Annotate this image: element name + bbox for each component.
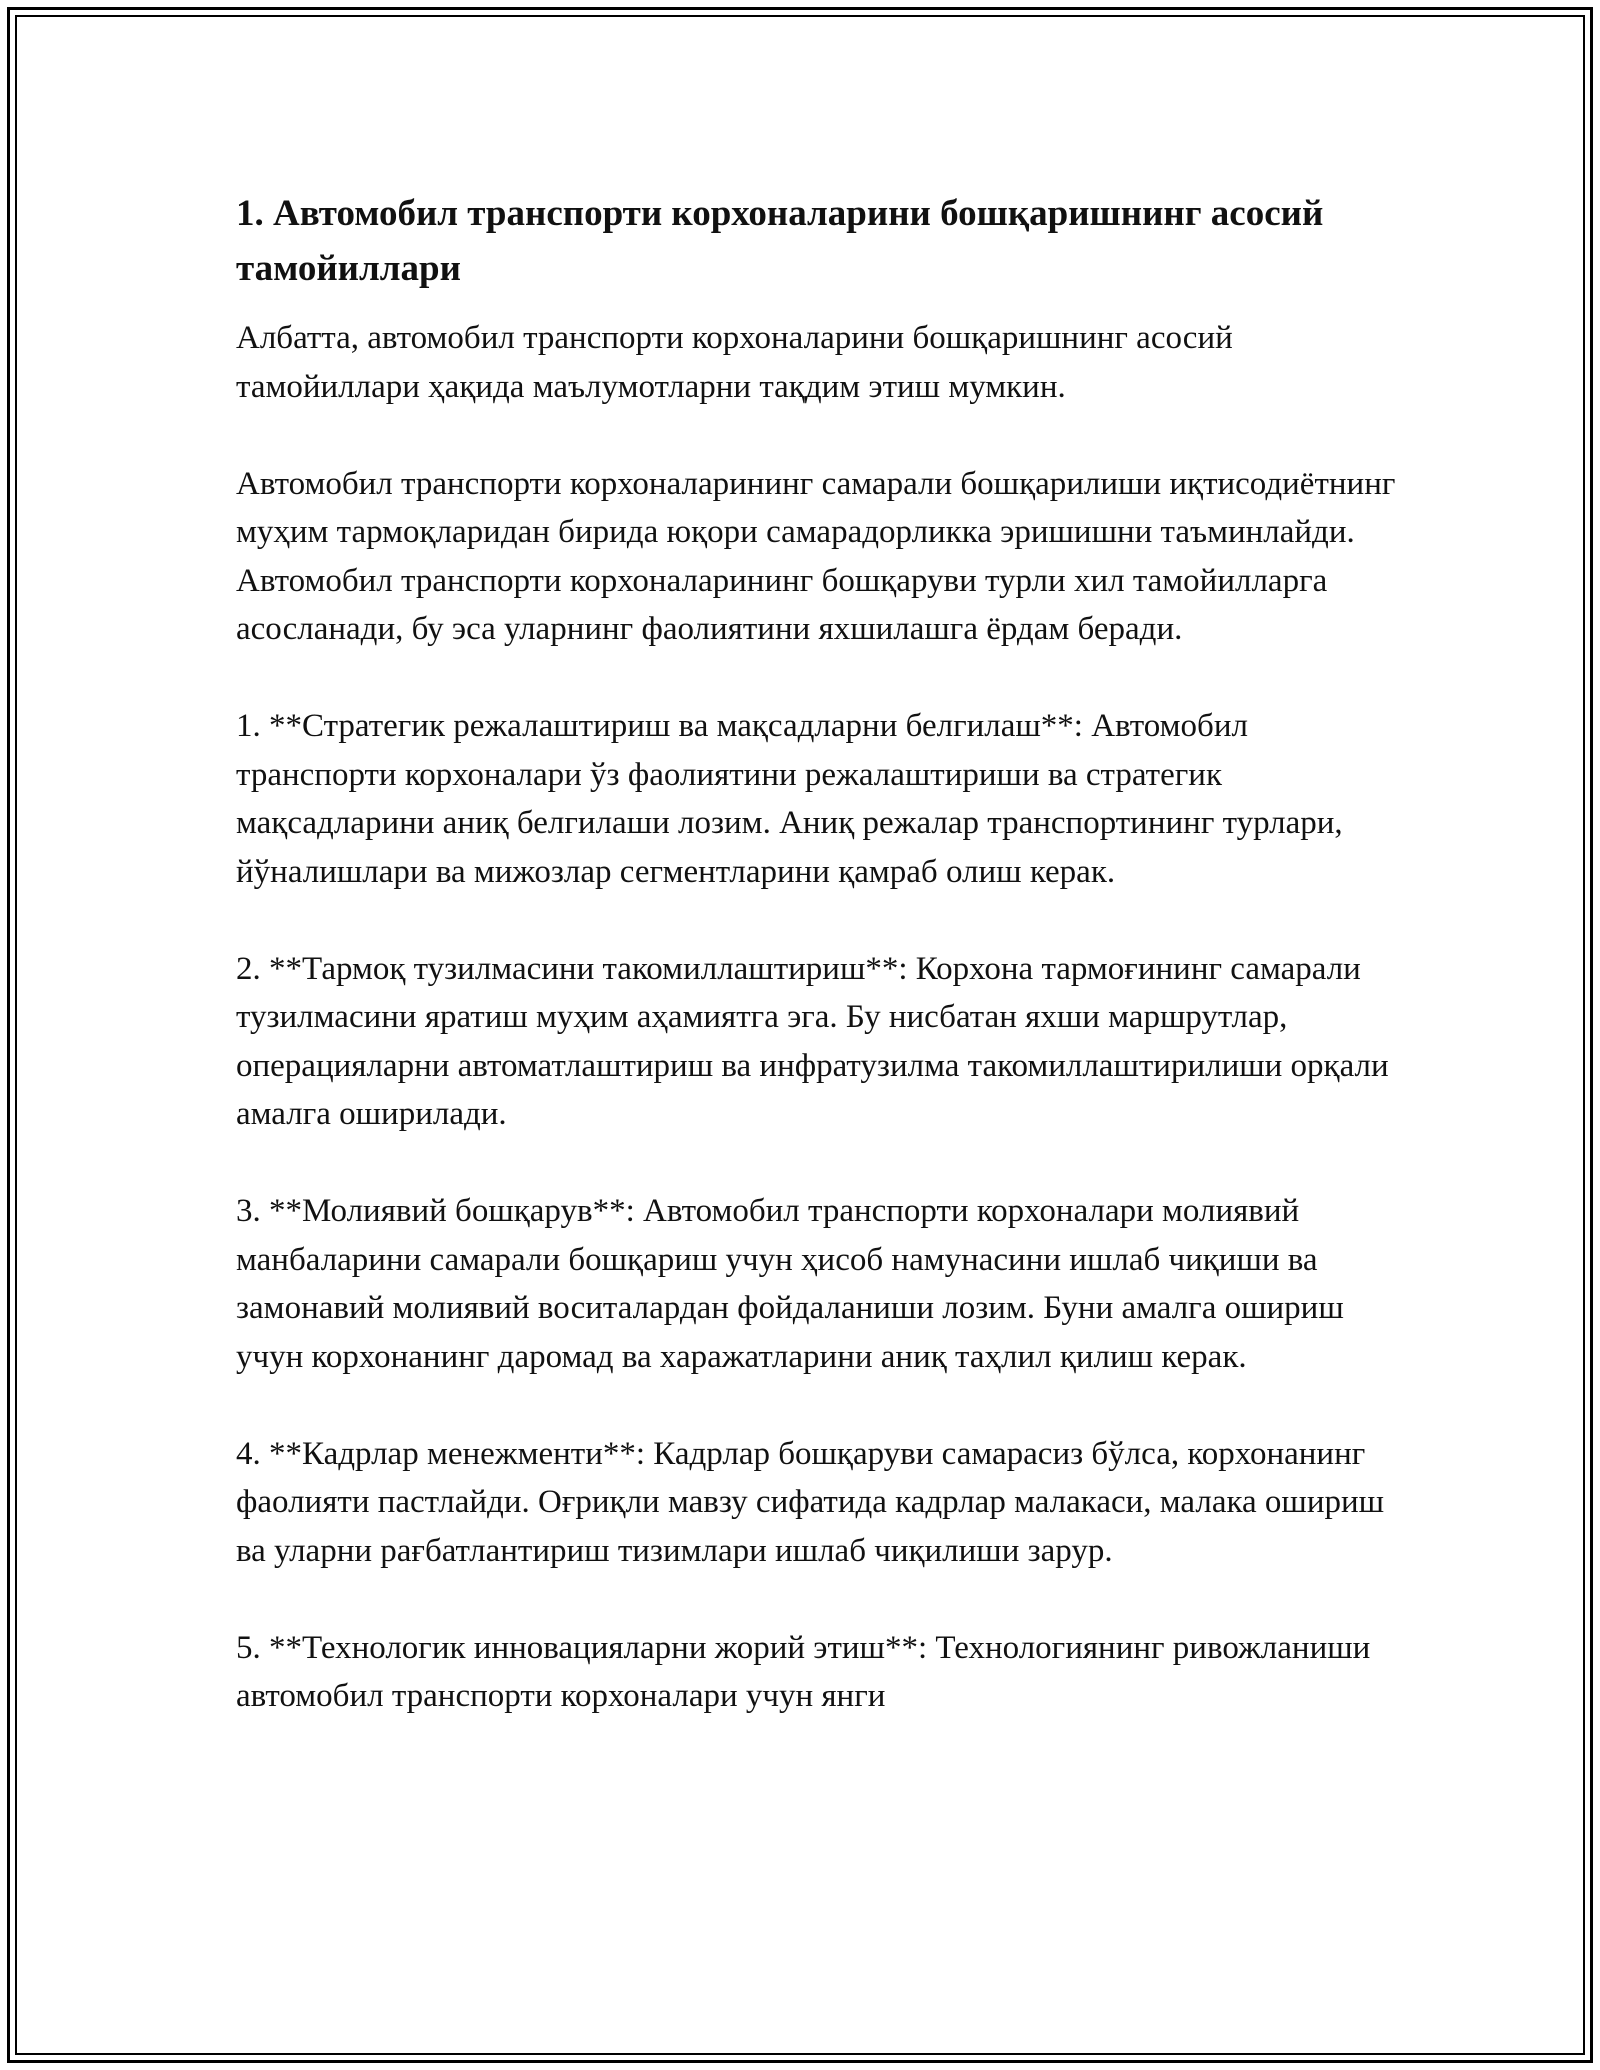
list-item-5: 5. **Технологик инновацияларни жорий этиш**: Технологиянинг ривожланиши автомобил транспорти корхоналари учун янги	[236, 1629, 1371, 1714]
list-item-3: 3. **Молиявий бошқарув**: Автомобил транспорти корхоналари молиявий манбаларини самарали бошқариш учун ҳисоб намунасини ишлаб чиқиши ва замонавий молиявий воситалардан фойдаланиши лозим. Буни амалга ошириш учун корхонанинг даромад ва харажатларини аниқ таҳлил қилиш керак.	[236, 1193, 1344, 1375]
document-body	[236, 186, 1396, 1721]
list-item-1: 1. **Стратегик режалаштириш ва мақсадларни белгилаш**: Автомобил транспорти корхоналари ўз фаолиятини режалаштириши ва стратегик мақсадларини аниқ белгилаши лозим. Аниқ режалар транспортининг турлари, йўналишлари ва мижозлар сегментларини қамраб олиш керак.	[236, 708, 1343, 890]
list-item-2: 2. **Тармоқ тузилмасини такомиллаштириш**: Корхона тармоғининг самарали тузилмасини яратиш муҳим аҳамиятга эга. Бу нисбатан яхши маршрутлар, операцияларни автоматлаштириш ва инфратузилма такомиллаштирилиши орқали амалга оширилади.	[236, 950, 1389, 1132]
paragraph-intro: Албатта, автомобил транспорти корхоналарини бошқаришнинг асосий тамойиллари ҳақида маълумотларни тақдим этиш мумкин.	[236, 320, 1233, 405]
paragraph-overview: Автомобил транспорти корхоналарининг самарали бошқарилиши иқтисодиётнинг муҳим тармоқларидан бирида юқори самарадорликка эришишни таъминлайди. Автомобил транспорти корхоналарининг бошқаруви турли хил тамойилларга асосланади, бу эса уларнинг фаолиятини яхшилашга ёрдам беради.	[236, 465, 1396, 647]
list-item-4: 4. **Кадрлар менежменти**: Кадрлар бошқаруви самарасиз бўлса, корхонанинг фаолияти пастлайди. Оғриқли мавзу сифатида кадрлар малакаси, малака ошириш ва уларни рағбатлантириш тизимлари ишлаб чиқилиши зарур.	[236, 1435, 1385, 1569]
document-title: 1. Автомобил транспорти корхоналарини бошқаришнинг асосий тамойиллари	[236, 193, 1324, 289]
